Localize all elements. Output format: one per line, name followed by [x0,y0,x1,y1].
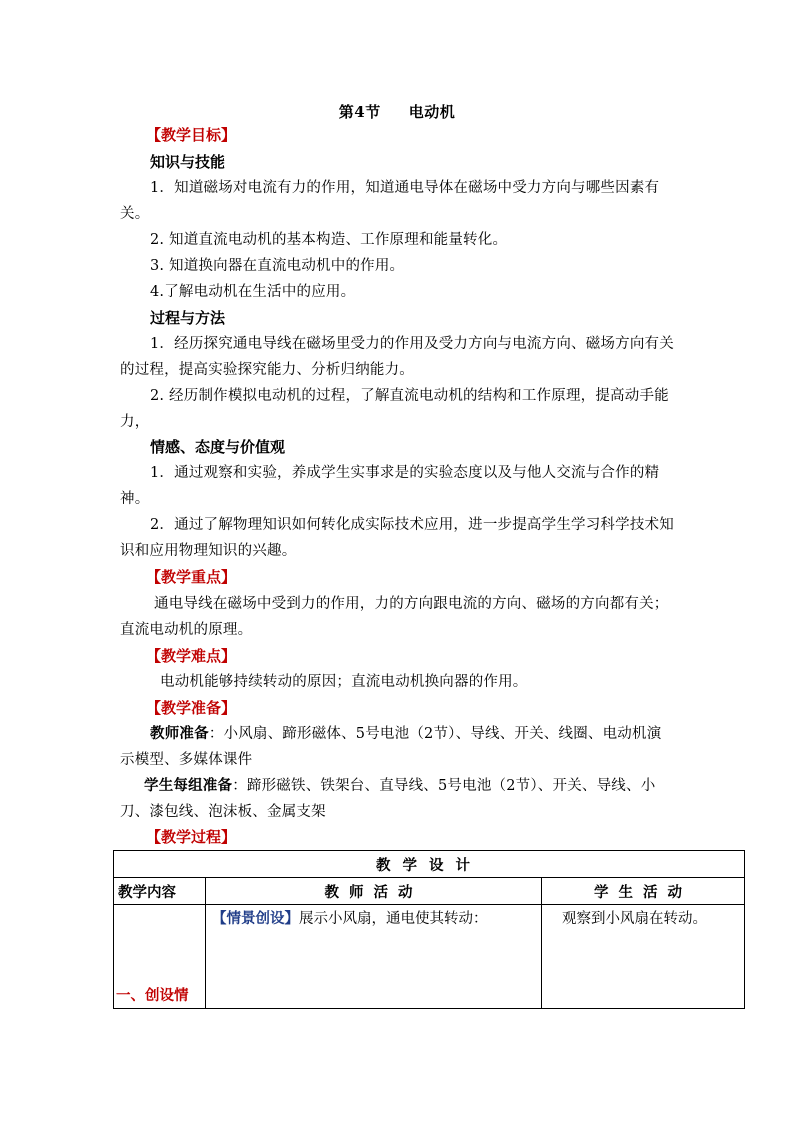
row-content-cell [114,905,206,1009]
header-teacher-activity: 教师活动 [206,878,542,905]
knowledge-item-4: 4.了解电动机在生活中的应用。 [150,284,356,300]
lesson-name: 电动机 [408,103,456,121]
student-preparation-text: ：蹄形磁铁、铁架台、直导线、5号电池（2节）、开关、导线、小刀、漆包线、泡沫板、金属支架 [120,778,656,820]
student-activity-text: 观察到小风扇在转动。 [562,911,707,927]
difficulties-text: 电动机能够持续转动的原因；直流电动机换向器的作用。 [160,674,528,690]
teacher-preparation-label: 教师准备 [150,725,209,742]
teacher-preparation-text: ：小风扇、蹄形磁体、5号电池（2节）、导线、开关、线圈、电动机演示模型、多媒体课件 [120,726,662,768]
knowledge-item-1: 1．知道磁场对电流有力的作用，知道通电导体在磁场中受力方向与哪些因素有关。 [120,180,660,222]
header-content: 教学内容 [114,878,206,905]
header-student-activity: 学生活动 [542,878,745,905]
objectives-heading: 【教学目标】 [146,126,237,144]
process-item-1: 1．经历探究通电导线在磁场里受力的作用及受力方向与电流方向、磁场方向有关的过程，提高实验探究能力、分析归纳能力。 [120,336,674,378]
process-heading: 【教学过程】 [146,828,237,846]
row-content: 一、创设情 [116,987,189,1004]
knowledge-label: 知识与技能 [150,153,226,171]
student-preparation-label: 学生每组准备 [144,777,233,794]
difficulties-heading: 【教学难点】 [146,647,237,665]
teacher-preparation [120,721,676,773]
scenario-tag: 【情景创设】 [212,910,299,927]
row-student-cell [542,905,745,1009]
page-title [0,101,794,122]
attitude-label: 情感、态度与价值观 [150,438,286,456]
key-points-heading: 【教学重点】 [146,568,237,586]
table-title: 教学设计 [114,851,745,878]
process-label: 过程与方法 [150,309,226,327]
knowledge-item-3: 3. 知道换向器在直流电动机中的作用。 [150,258,405,274]
attitude-item-2: 2．通过了解物理知识如何转化成实际技术应用，进一步提高学生学习科学技术知识和应用物理知识的兴趣。 [120,517,674,559]
student-preparation [120,773,676,825]
preparation-heading: 【教学准备】 [146,699,237,717]
process-item-2: 2. 经历制作模拟电动机的过程，了解直流电动机的结构和工作原理，提高动手能力， [120,388,669,430]
section-number: 第4节 [338,103,381,121]
table-row [114,905,745,1009]
teaching-design-table [113,850,745,1009]
knowledge-item-2: 2. 知道直流电动机的基本构造、工作原理和能量转化。 [150,232,508,248]
attitude-item-1: 1．通过观察和实验，养成学生实事求是的实验态度以及与他人交流与合作的精神。 [120,465,660,507]
row-teacher-cell [206,905,542,1009]
key-points-text: 通电导线在磁场中受到力的作用，力的方向跟电流的方向、磁场的方向都有关；直流电动机的原理。 [120,596,669,638]
teacher-activity-text: 展示小风扇，通电使其转动： [299,911,488,927]
